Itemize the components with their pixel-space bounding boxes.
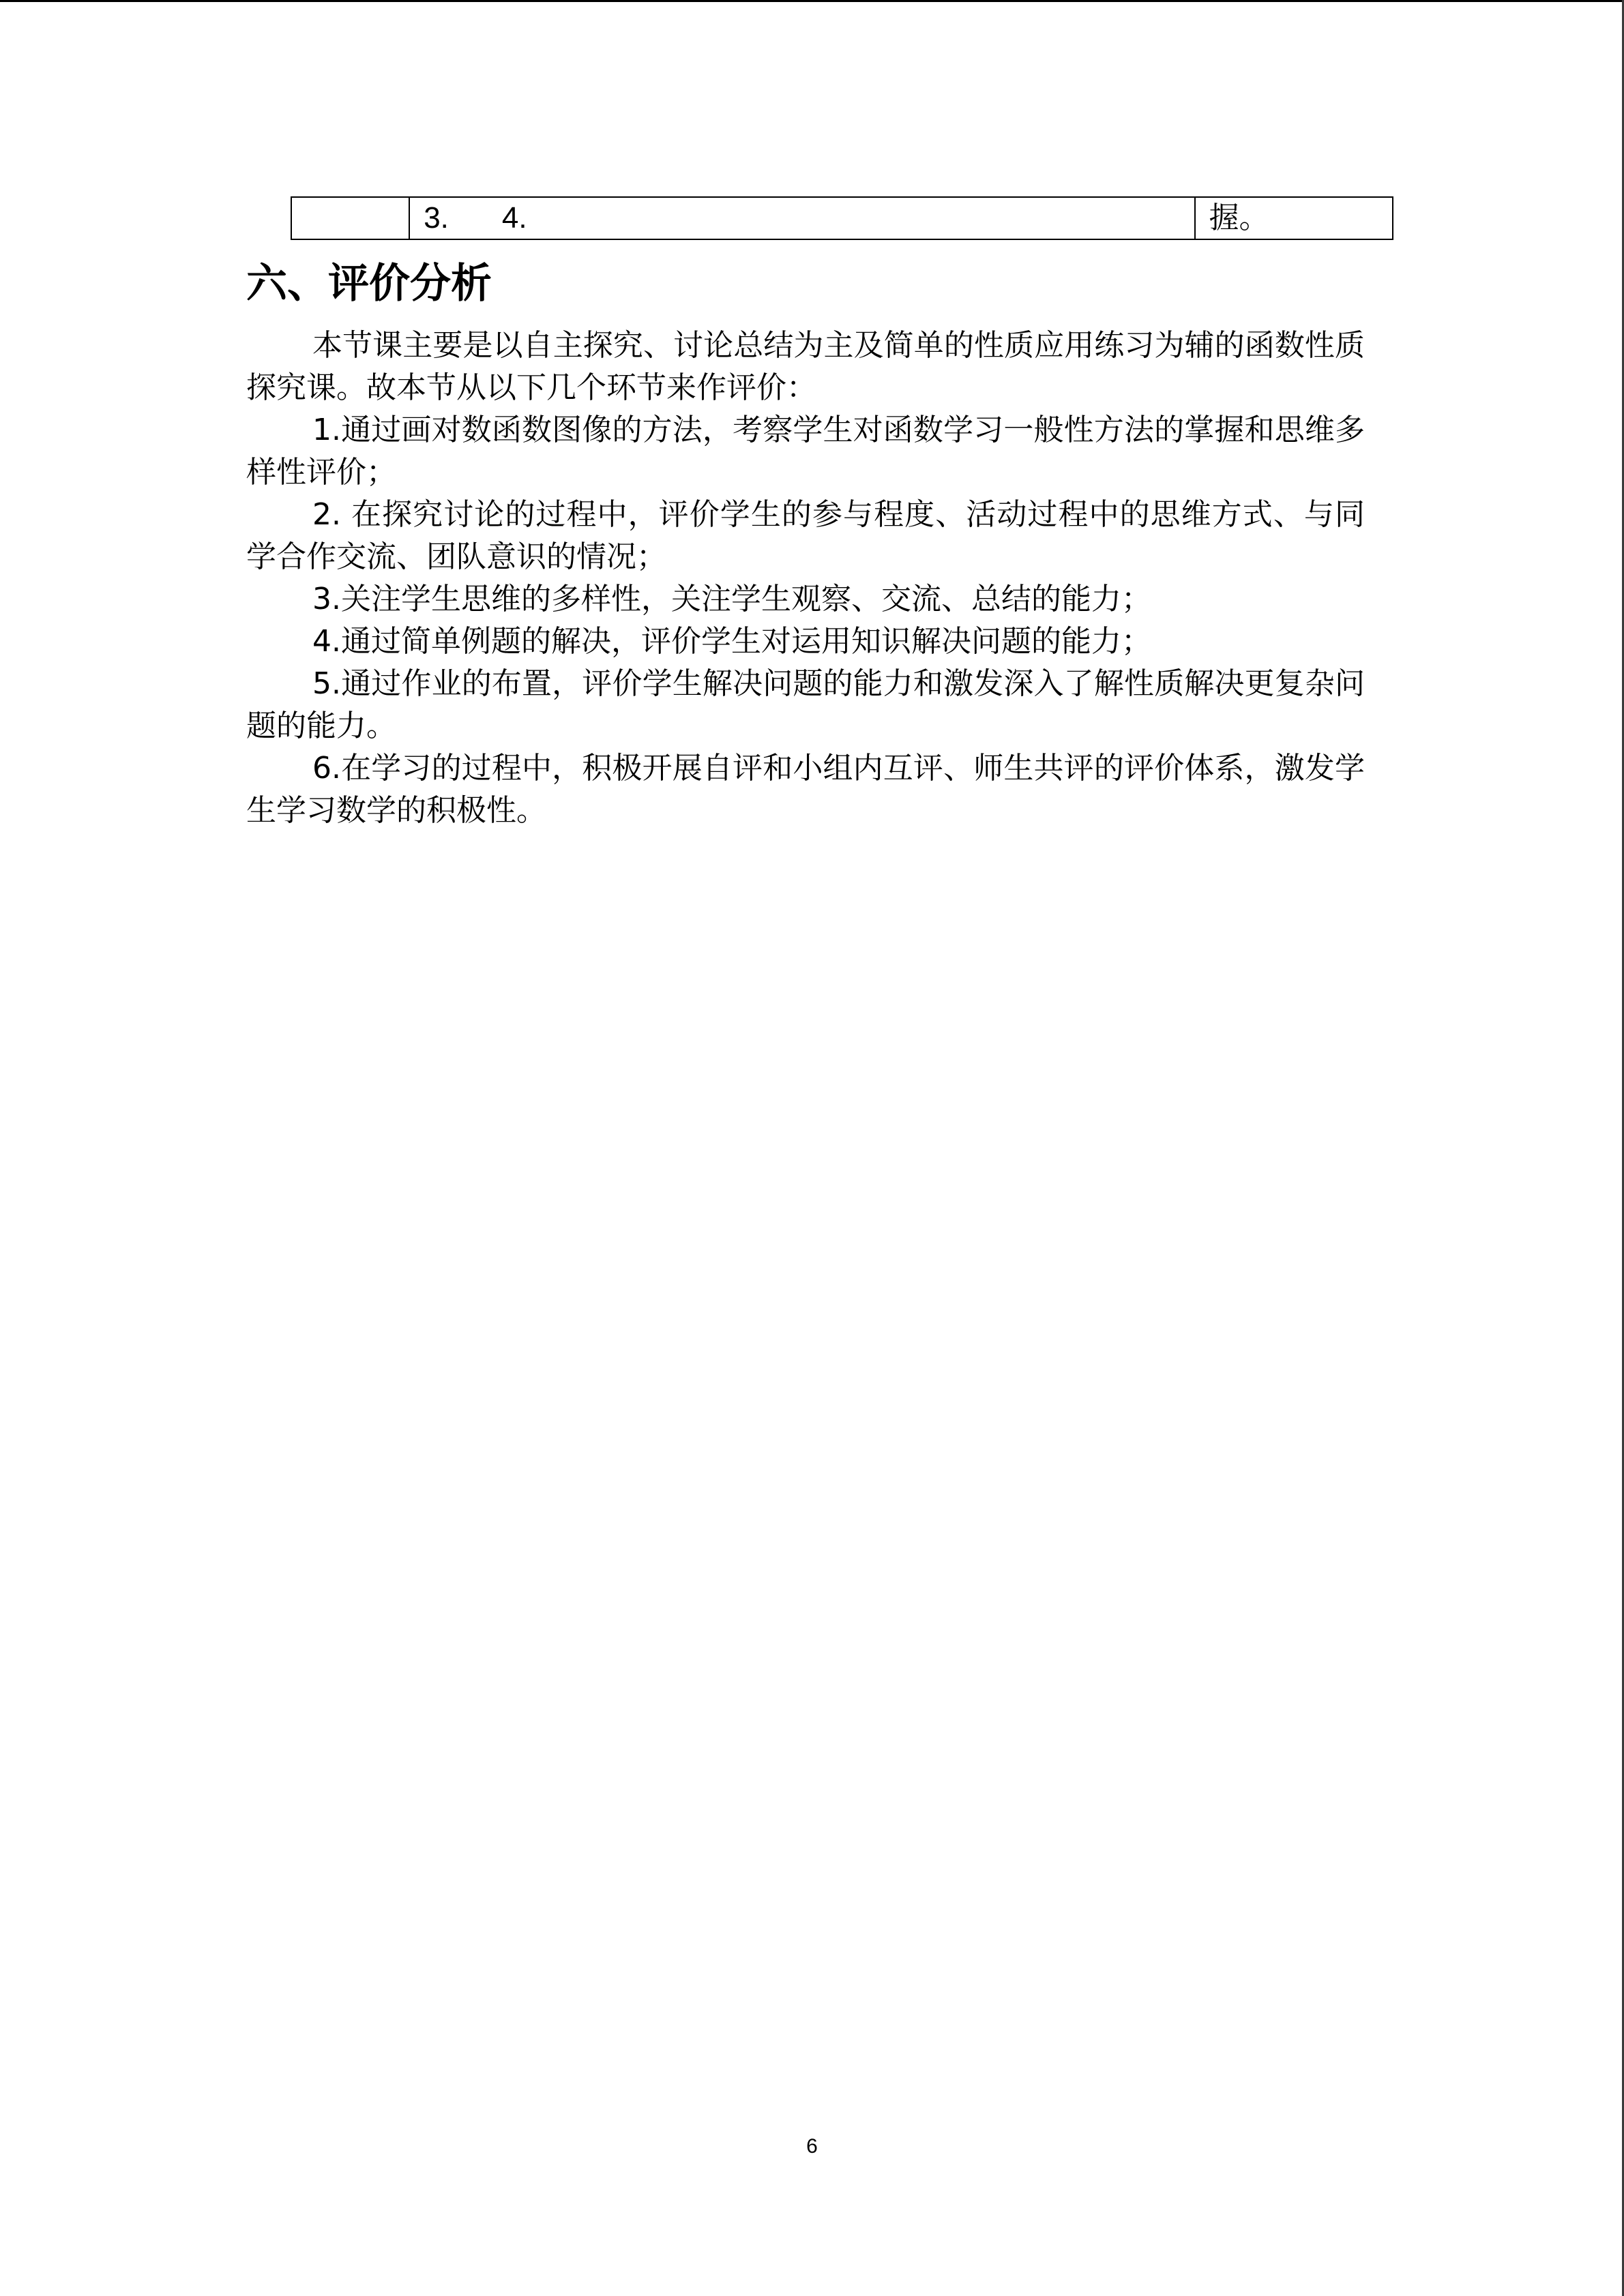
intro-paragraph: 本节课主要是以自主探究、讨论总结为主及简单的性质应用练习为辅的函数性质探究课。故本节从以下几个环节来作评价：	[246, 328, 1365, 405]
evaluation-item-2: 2. 在探究讨论的过程中，评价学生的参与程度、活动过程中的思维方式、与同学合作交流、团队意识的情况；	[246, 497, 1365, 574]
evaluation-item-3: 3.关注学生思维的多样性，关注学生观察、交流、总结的能力；	[312, 582, 1151, 616]
table-cell-empty	[291, 197, 409, 239]
table-row	[291, 197, 1393, 239]
table-item-3: 3.	[424, 201, 449, 235]
table-fragment	[291, 196, 1393, 240]
evaluation-item-4: 4.通过简单例题的解决，评价学生对运用知识解决问题的能力；	[312, 624, 1151, 659]
section-body	[246, 325, 1365, 832]
table-item-4: 4.	[501, 201, 527, 235]
table-cell-items	[409, 197, 1194, 239]
page-number: 6	[806, 2135, 818, 2158]
section-heading: 六、评价分析	[246, 260, 492, 308]
table-cell-right: 握。	[1195, 197, 1393, 239]
page-top-border	[0, 0, 1624, 2]
evaluation-item-6: 6.在学习的过程中，积极开展自评和小组内互评、师生共评的评价体系，激发学生学习数学的积极性。	[246, 751, 1365, 828]
evaluation-item-5: 5.通过作业的布置，评价学生解决问题的能力和激发深入了解性质解决更复杂问题的能力。	[246, 666, 1365, 743]
evaluation-item-1: 1.通过画对数函数图像的方法，考察学生对函数学习一般性方法的掌握和思维多样性评价；	[246, 413, 1365, 490]
